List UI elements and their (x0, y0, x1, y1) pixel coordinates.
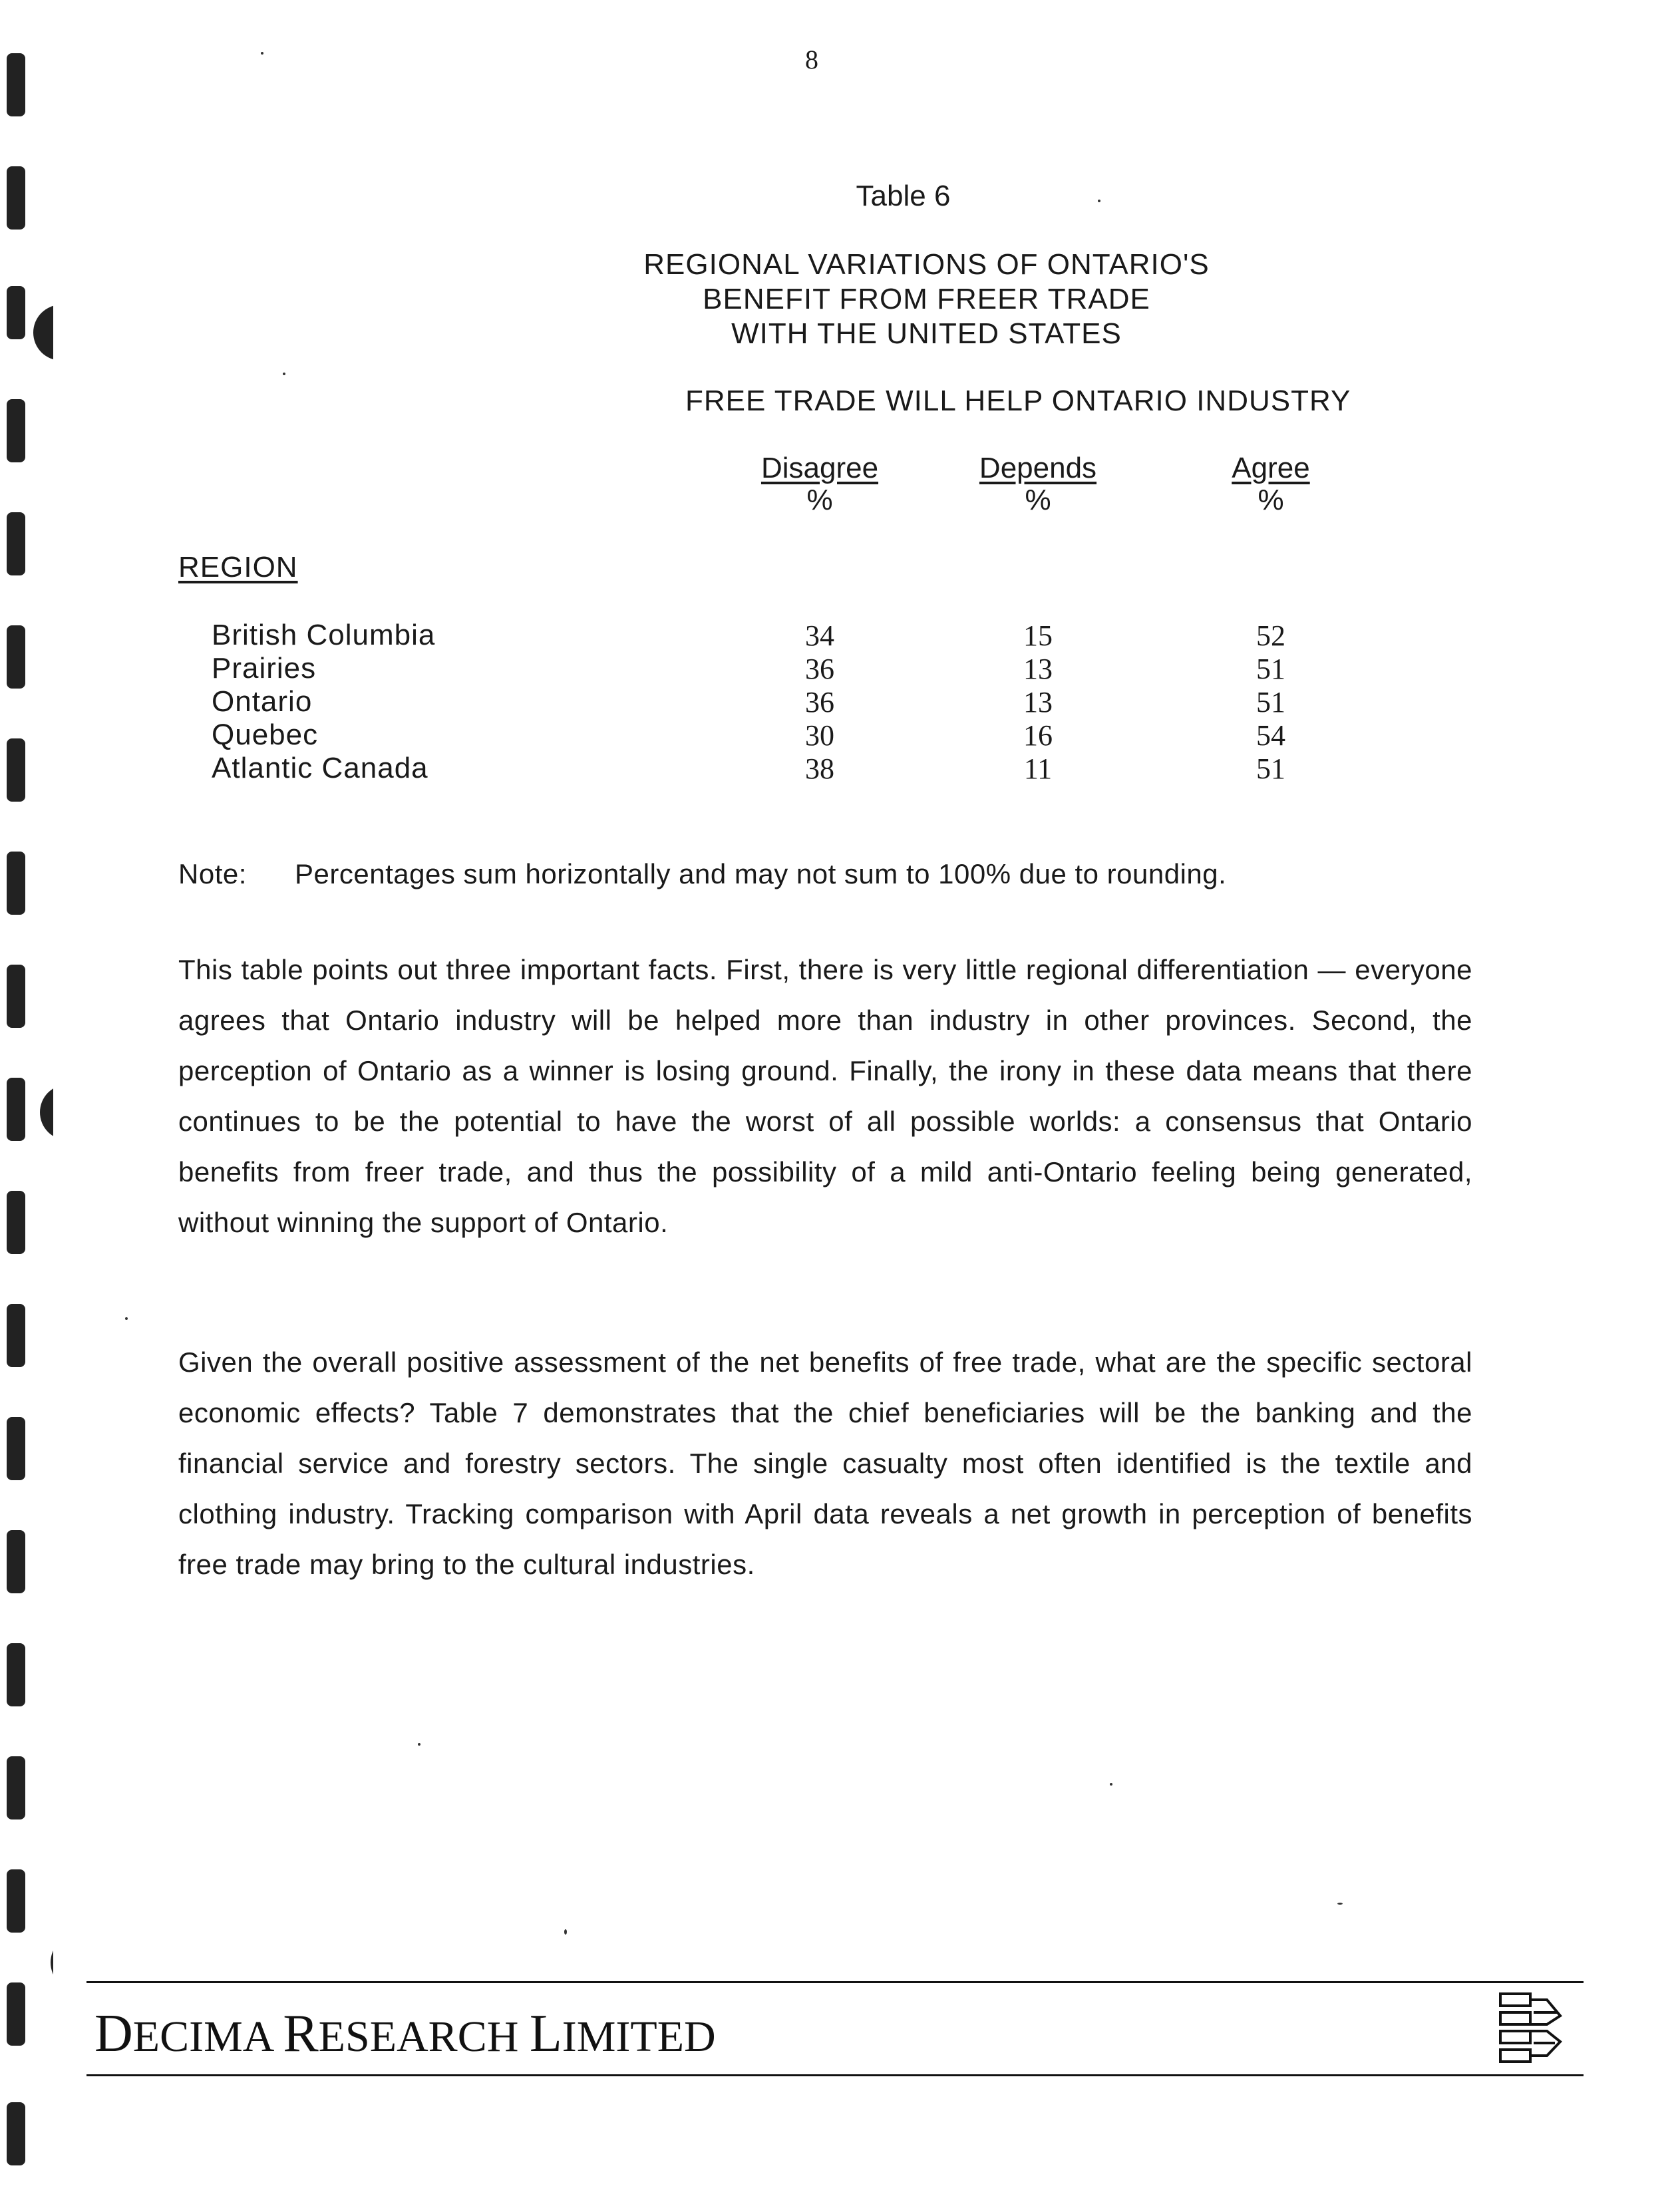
brand-part: D (94, 2004, 133, 2063)
disagree-value: 38 (805, 752, 834, 785)
column-header-label: Agree (1232, 452, 1310, 484)
table-note (178, 858, 1226, 890)
depends-value: 13 (1023, 686, 1053, 718)
region-heading: REGION (178, 551, 298, 583)
region-name: British Columbia (212, 619, 436, 651)
scan-speck (564, 1929, 567, 1935)
disagree-value: 36 (805, 653, 834, 685)
depends-value: 15 (1023, 619, 1053, 652)
agree-value: 52 (1256, 619, 1285, 652)
survey-question: FREE TRADE WILL HELP ONTARIO INDUSTRY (685, 385, 1351, 417)
table-row (0, 619, 1680, 652)
agree-value: 54 (1256, 719, 1285, 752)
table-title-line: BENEFIT FROM FREER TRADE (703, 283, 1150, 315)
region-name: Quebec (212, 718, 319, 751)
footer-rule (86, 1981, 1584, 1983)
disagree-value: 34 (805, 619, 834, 652)
scan-speck (261, 52, 263, 55)
table-row (0, 752, 1680, 785)
table-title-line: WITH THE UNITED STATES (731, 317, 1122, 350)
decima-logo-icon (1494, 1986, 1574, 2066)
table-title-line: REGIONAL VARIATIONS OF ONTARIO'S (643, 248, 1210, 281)
column-header-unit: % (806, 484, 833, 516)
scan-speck (1337, 1903, 1343, 1905)
region-name: Atlantic Canada (212, 752, 428, 784)
column-header-label: Depends (979, 452, 1097, 484)
scan-speck (1098, 200, 1100, 202)
scan-speck (418, 1743, 420, 1746)
depends-value: 16 (1023, 719, 1053, 752)
table-row (0, 685, 1680, 718)
brand-part: IMITED (562, 2012, 716, 2061)
column-header-depends (951, 452, 1124, 516)
column-header-unit: % (1025, 484, 1051, 516)
region-name: Ontario (212, 685, 313, 718)
column-header-label: Disagree (760, 452, 879, 484)
table-row (0, 718, 1680, 752)
table-row (0, 652, 1680, 685)
table-label: Table 6 (856, 180, 951, 212)
scan-speck (1110, 1783, 1112, 1786)
column-header-unit: % (1258, 484, 1284, 516)
note-label: Note: (178, 858, 247, 889)
brand-part: ECIMA (132, 2012, 283, 2061)
footer-brand (94, 2004, 716, 2064)
depends-value: 11 (1023, 752, 1053, 785)
scan-speck (125, 1317, 128, 1320)
disagree-value: 30 (805, 719, 834, 752)
body-paragraph: Given the overall positive assessment of the net benefits of free trade, what are the specific sectoral economic effects? Table 7 demonstrates that the chief beneficiaries will be the banking and the financial service and forestry sectors. The single casualty most often identified is the textile and clothing industry. Tracking comparison with April data reveals a net growth in perception of benefits free trade may bring to the cultural industries. (178, 1346, 1472, 1580)
agree-value: 51 (1256, 686, 1285, 718)
agree-value: 51 (1256, 653, 1285, 685)
scan-speck (283, 373, 285, 375)
brand-part: R (283, 2004, 319, 2063)
column-header-disagree (733, 452, 906, 516)
body-paragraph: This table points out three important facts. First, there is very little regional differentiation — everyone agrees that Ontario industry will be helped more than industry in other provinces. Second, the perception of Ontario as a winner is losing ground. Finally, the irony in these data means that there continues to be the potential to have the worst of all possible worlds: a consensus that Ontario benefits from freer trade, and thus the possibility of a mild anti-Ontario feeling being generated, without winning the support of Ontario. (178, 954, 1472, 1238)
brand-part: L (529, 2004, 562, 2063)
depends-value: 13 (1023, 653, 1053, 685)
disagree-value: 36 (805, 686, 834, 718)
region-name: Prairies (212, 652, 317, 685)
agree-value: 51 (1256, 752, 1285, 785)
column-header-agree (1184, 452, 1357, 516)
table-title (0, 247, 1680, 351)
note-text: Percentages sum horizontally and may not sum to 100% due to rounding. (295, 858, 1227, 889)
footer-rule (86, 2074, 1584, 2076)
page-number: 8 (805, 45, 818, 75)
brand-part: ESEARCH (318, 2012, 530, 2061)
